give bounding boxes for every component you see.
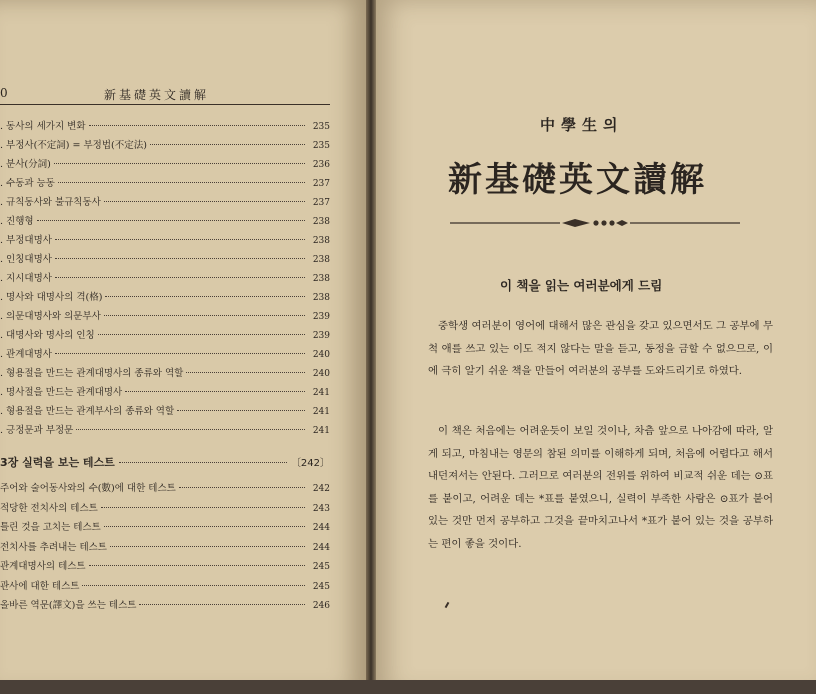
left-page — [0, 0, 370, 694]
toc-entry-page: 239 — [312, 331, 330, 341]
book-gutter — [366, 0, 376, 694]
toc-entry-label: . 의문대명사와 의문부사 — [0, 311, 101, 322]
toc-entry-page: 246 — [312, 601, 330, 611]
toc-entry-label: . 대명사와 명사의 인칭 — [0, 330, 95, 341]
leader-dots — [101, 507, 305, 508]
leader-dots — [55, 277, 305, 278]
toc-entry-page: 235 — [312, 141, 330, 151]
ornament-divider — [450, 216, 740, 230]
toc-entry — [0, 137, 330, 156]
toc-entry-page: 244 — [312, 542, 330, 553]
toc-entry-label: . 분사(分詞) — [0, 159, 51, 170]
toc-entry — [0, 539, 330, 559]
header-rule — [0, 104, 330, 105]
leader-dots — [177, 410, 305, 411]
toc-entry — [0, 308, 330, 327]
toc-entry-label: . 명사와 대명사의 격(格) — [0, 292, 103, 303]
chapter-title: 3장 실력을 보는 테스트 — [0, 456, 115, 469]
toc-entry — [0, 365, 330, 384]
leader-dots — [54, 163, 305, 164]
toc-entry-label: . 지시대명사 — [0, 273, 52, 284]
page-number: 0 — [0, 86, 8, 100]
leader-dots — [104, 201, 305, 202]
leader-dots — [89, 125, 306, 126]
chapter-heading — [0, 454, 330, 470]
leader-dots — [104, 526, 305, 527]
toc-entry-label: . 명사절을 만드는 관계대명사 — [0, 387, 123, 398]
toc-entry-label: 전치사를 추려내는 테스트 — [0, 541, 107, 553]
toc-entry-label: 관계대명사의 테스트 — [0, 561, 86, 572]
toc-entry — [0, 422, 330, 441]
toc-entry-label: . 부정사(不定詞) = 부정법(不定法) — [0, 140, 147, 151]
toc-entry — [0, 232, 330, 251]
preface-title: 이 책을 읽는 여러분에게 드림 — [500, 278, 663, 293]
toc-entry-label: . 동사의 세가지 변화 — [0, 121, 86, 132]
leader-dots — [98, 334, 305, 335]
toc-entry-page: 242 — [312, 484, 330, 494]
leader-dots — [104, 315, 305, 316]
toc-entry-page: 238 — [312, 293, 330, 303]
toc-entry — [0, 578, 330, 598]
toc-entry — [0, 118, 330, 137]
toc-entry-page: 243 — [312, 503, 330, 514]
leader-dots — [119, 462, 287, 463]
toc-entry-page: 240 — [312, 369, 330, 379]
toc-entry — [0, 175, 330, 194]
toc-entry-label: 틀린 것을 고치는 테스트 — [0, 522, 101, 533]
toc-entry — [0, 194, 330, 213]
toc-entry-page: 237 — [312, 179, 330, 189]
toc-entry — [0, 270, 330, 289]
leader-dots — [37, 220, 305, 221]
leader-dots — [76, 429, 305, 430]
leader-dots — [186, 372, 305, 373]
toc-entry-label: . 형용절을 만드는 관계대명사의 종류와 역할 — [0, 368, 184, 379]
preface-paragraph-1: 중학생 여러분이 영어에 대해서 많은 관심을 갖고 있으면서도 그 공부에 무척 애를 쓰고 있는 이도 적지 않다는 말을 듣고, 동정을 금할 수 없으므로, 이에 극히 알기 쉬운 책을 만들어 여러분의 공부를 도와드리기로 하였다. — [428, 320, 773, 378]
toc-entry-label: . 긍정문과 부정문 — [0, 425, 74, 436]
toc-entry-page: 238 — [312, 217, 330, 227]
toc-entry-label: . 수동과 능동 — [0, 178, 55, 189]
leader-dots — [105, 296, 305, 297]
leader-dots — [55, 258, 305, 259]
toc-entry — [0, 346, 330, 365]
toc-entry — [0, 384, 330, 403]
toc-entry-page: 236 — [312, 160, 330, 170]
toc-entry-page: 240 — [312, 350, 330, 360]
toc-entry-page: 239 — [312, 312, 330, 322]
toc-entry-page: 237 — [312, 198, 330, 208]
running-title: 新基礎英文讀解 — [104, 88, 210, 102]
toc-entry — [0, 597, 330, 617]
toc-entry — [0, 558, 330, 578]
toc-entry — [0, 213, 330, 232]
toc-entry-page: 241 — [312, 426, 330, 436]
toc-entry-page: 241 — [312, 407, 330, 417]
book-title: 新基礎英文讀解 — [448, 160, 707, 200]
toc-entry-page: 245 — [312, 562, 330, 572]
toc-entry-label: . 규칙동사와 불규칙동사 — [0, 197, 101, 208]
toc-entry-page: 244 — [312, 523, 330, 533]
toc-entry-label: . 진행형 — [0, 216, 34, 227]
leader-dots — [139, 604, 305, 605]
leader-dots — [179, 487, 305, 488]
toc-entry — [0, 327, 330, 346]
toc-entry — [0, 403, 330, 422]
toc-entry-page: 241 — [312, 388, 330, 398]
leader-dots — [55, 239, 305, 240]
leader-dots — [125, 391, 305, 392]
leader-dots — [58, 182, 305, 183]
book-subtitle: 中學生의 — [540, 116, 624, 134]
chapter-contents — [0, 480, 330, 617]
toc-entry — [0, 251, 330, 270]
toc-entry-label: . 관계대명사 — [0, 349, 52, 360]
table-surface — [0, 680, 816, 694]
leader-dots — [150, 144, 305, 145]
toc-entry-label: 주어와 술어동사와의 수(數)에 대한 테스트 — [0, 483, 176, 494]
leader-dots — [89, 565, 305, 566]
toc-entry — [0, 500, 330, 520]
toc-entry — [0, 289, 330, 308]
toc-entry — [0, 519, 330, 539]
toc-entry-page: 238 — [312, 274, 330, 284]
toc-entry-label: 관사에 대한 테스트 — [0, 580, 80, 592]
leader-dots — [55, 353, 305, 354]
chapter-page: 〔242〕 — [290, 458, 330, 469]
table-of-contents — [0, 118, 330, 441]
toc-entry-label: 적당한 전치사의 테스트 — [0, 502, 98, 514]
preface-paragraph-2: 이 책은 처음에는 어려운듯이 보일 것이나, 차츰 앞으로 나아감에 따라, 알게 되고, 마침내는 영문의 참된 의미를 이해하게 되며, 처음에 어렵다고 해서 내던져서는 안된다. 그러므로 여러분의 전위를 위하여 비교적 쉬운 데는 ⊙표를 붙이고, 어려운 데는 *표를 붙였으니, 실력이 부족한 사람은 ⊙표가 붙어 있는 것만 먼저 공부하고 그것을 끝마치고나서 *표가 붙어 있는 것을 공부하는 편이 좋을 것이다. — [428, 425, 773, 550]
toc-entry-label: 올바른 역문(譯文)을 쓰는 테스트 — [0, 600, 137, 611]
toc-entry-page: 245 — [312, 581, 330, 592]
toc-entry — [0, 480, 330, 500]
toc-entry-label: . 형용절을 만드는 관계부사의 종류와 역할 — [0, 406, 175, 417]
toc-entry-label: . 부정대명사 — [0, 235, 52, 246]
toc-entry-page: 238 — [312, 255, 330, 265]
toc-entry-page: 238 — [312, 236, 330, 246]
leader-dots — [110, 546, 305, 547]
toc-entry — [0, 156, 330, 175]
toc-entry-page: 235 — [312, 122, 330, 132]
toc-entry-label: . 인칭대명사 — [0, 254, 52, 265]
leader-dots — [82, 585, 305, 586]
